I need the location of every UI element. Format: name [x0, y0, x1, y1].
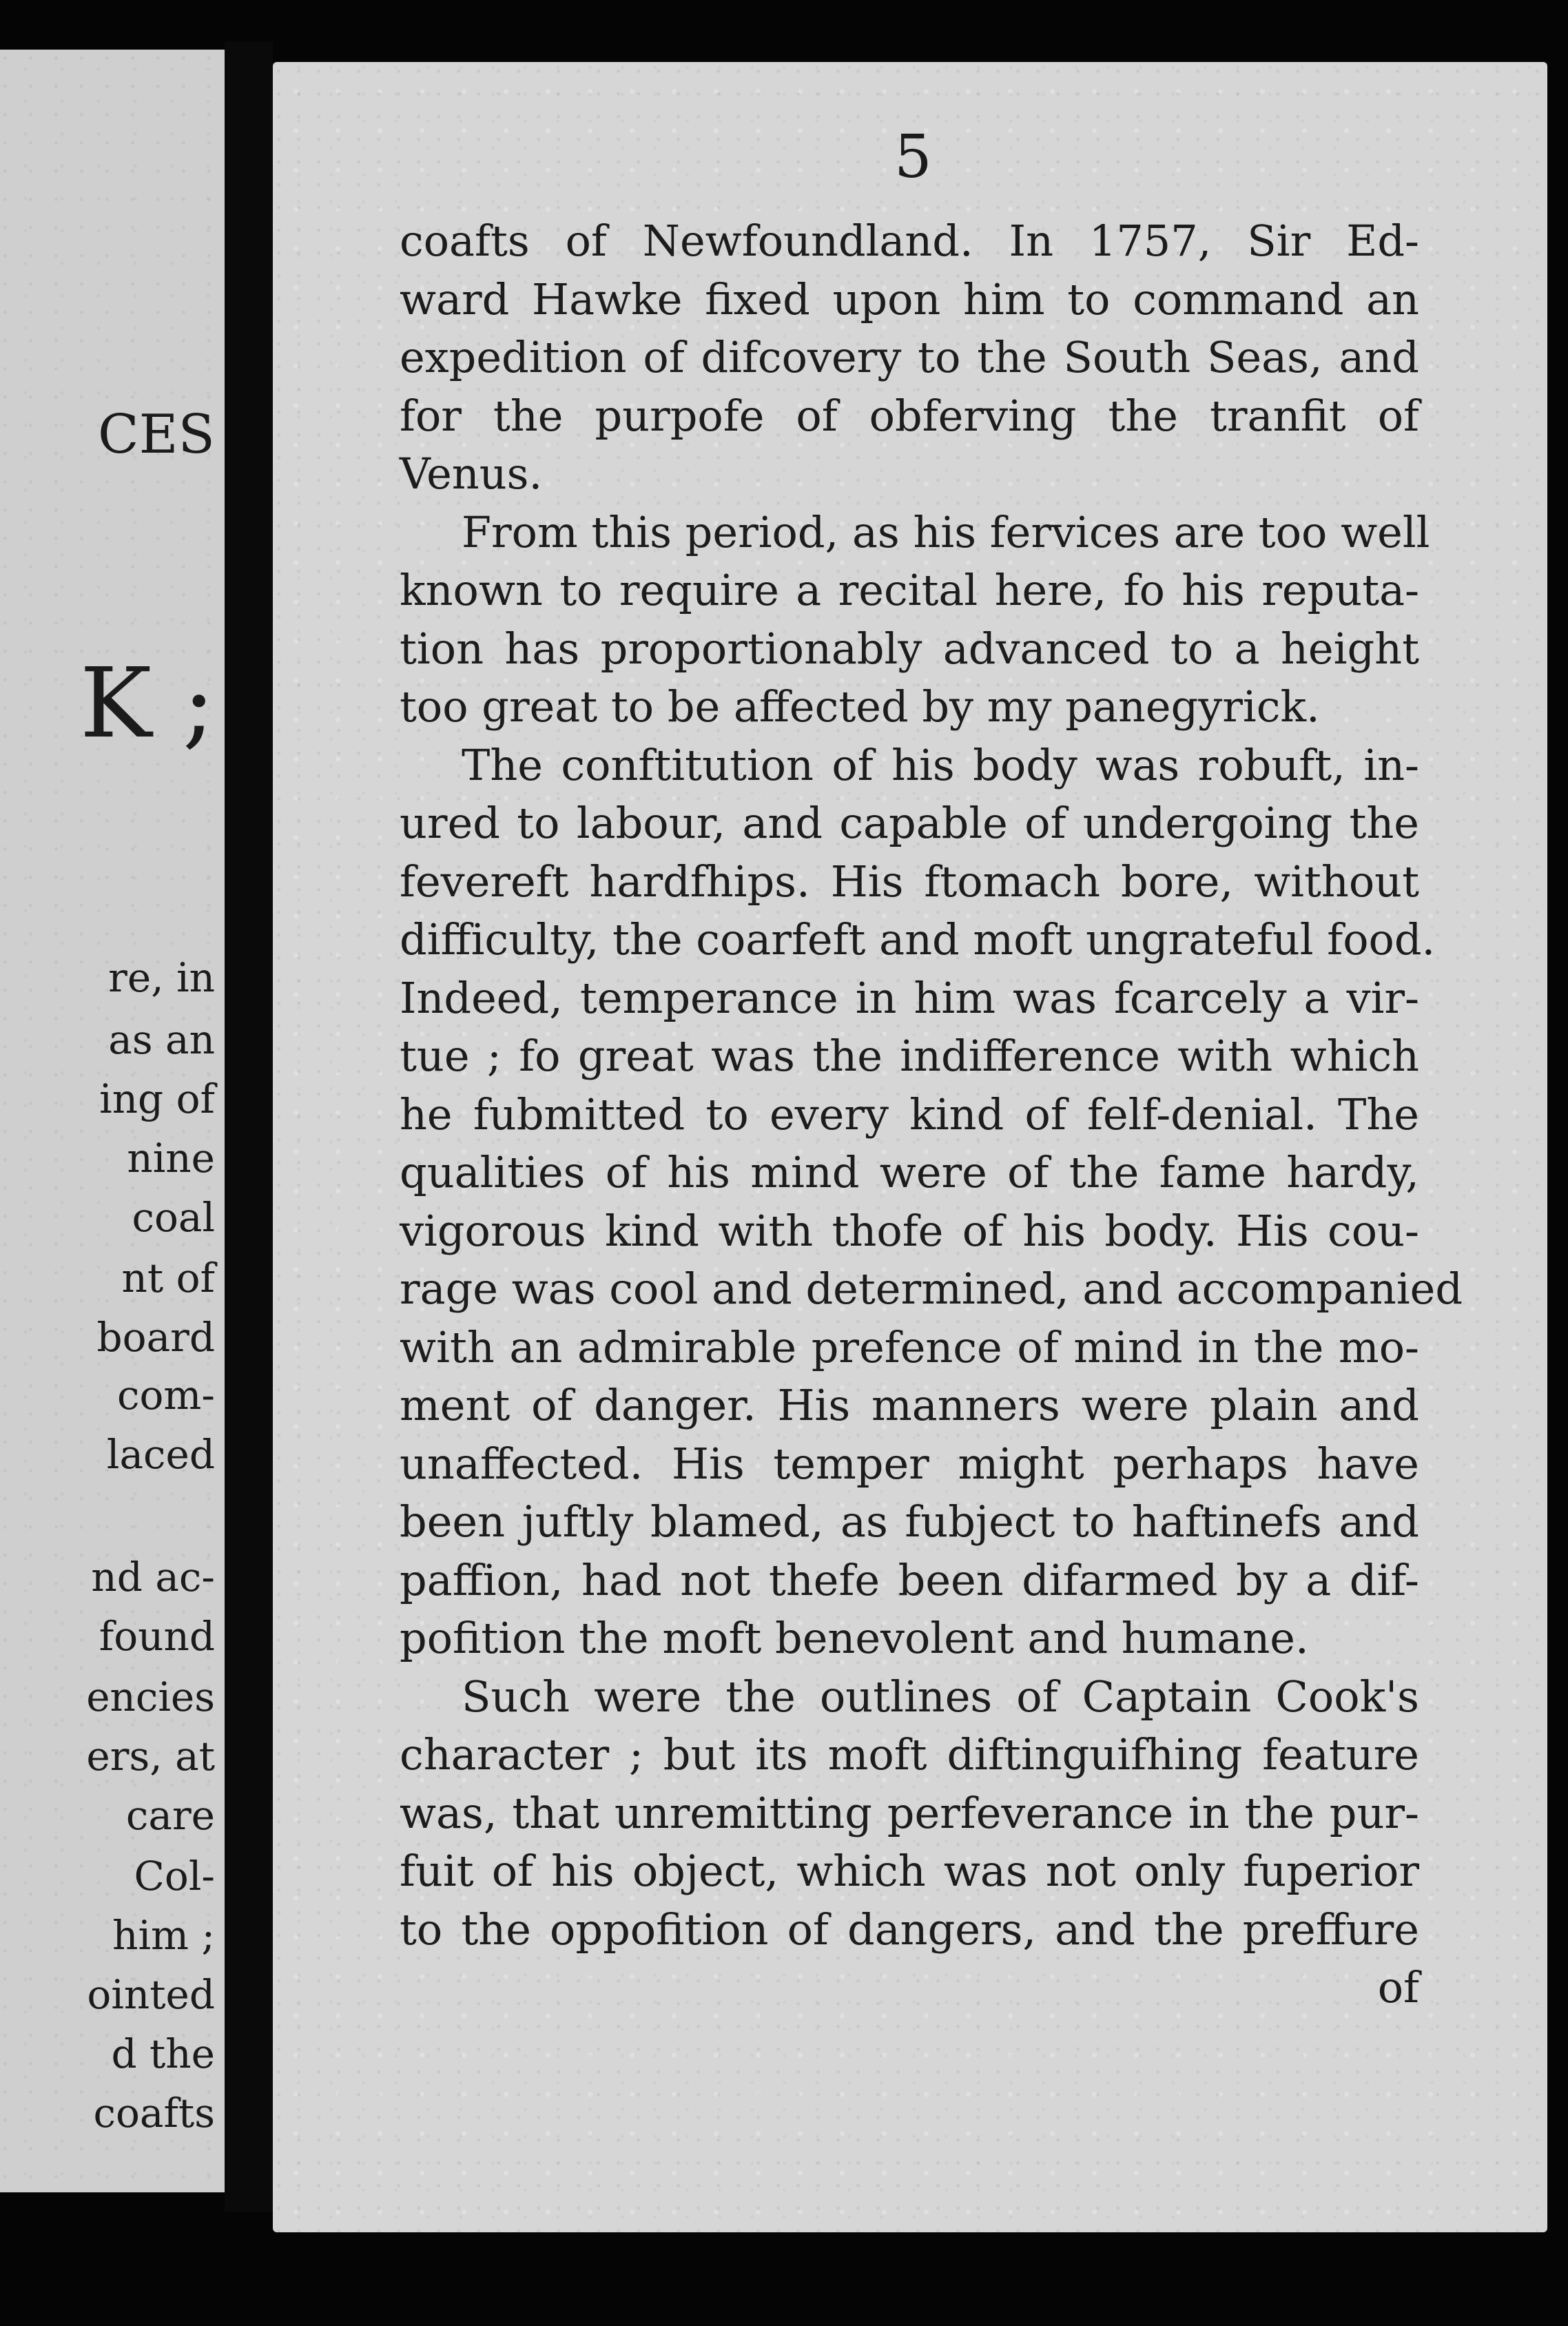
text-line: fuit of his object, which was not only fuperior [400, 1846, 1419, 1896]
left-fragment: re, in [108, 954, 215, 1001]
left-fragment: laced [106, 1431, 215, 1478]
text-line: for the purpofe of obferving the tranfit of [400, 390, 1419, 441]
left-fragment: coafts [93, 2090, 215, 2137]
text-line: ured to labour, and capable of undergoing the [400, 798, 1419, 848]
text-line: qualities of his mind were of the fame hardy, [400, 1147, 1419, 1197]
left-fragment: him ; [112, 1912, 215, 1959]
left-fragment: board [96, 1314, 215, 1361]
text-line: known to require a recital here, fo his reputa- [400, 565, 1419, 615]
left-fragment: nd ac- [91, 1554, 215, 1601]
left-fragment: nt of [121, 1255, 215, 1301]
book-gutter [225, 41, 273, 2212]
text-line: unaffected. His temper might perhaps have [400, 1438, 1419, 1489]
text-line: tion has proportionably advanced to a height [400, 623, 1419, 674]
catchword: of [1377, 1962, 1419, 2013]
left-fragment: ers, at [86, 1733, 215, 1780]
text-line: character ; but its moft diftinguifhing feature [400, 1729, 1419, 1780]
text-line: paffion, had not thefe been difarmed by a dif- [400, 1554, 1419, 1605]
text-line: difficulty, the coarfeft and moft ungrateful food. [400, 914, 1436, 965]
left-fragment: K ; [79, 648, 215, 760]
text-line: fevereft hardfhips. His ftomach bore, without [400, 856, 1419, 907]
text-line: pofition the moft benevolent and humane. [400, 1613, 1309, 1663]
left-fragment: ing of [99, 1075, 215, 1122]
text-line: too great to be affected by my panegyrick. [400, 681, 1320, 732]
left-fragment: as an [108, 1016, 215, 1063]
left-fragment: coal [132, 1194, 215, 1241]
left-page [0, 50, 225, 2192]
body-text [400, 212, 1463, 2017]
text-line: coafts of Newfoundland. In 1757, Sir Ed- [400, 216, 1419, 266]
left-fragment: CES [97, 404, 215, 466]
text-line: with an admirable prefence of mind in the mo- [400, 1321, 1419, 1372]
text-line: he fubmitted to every kind of felf-denial. The [400, 1089, 1419, 1140]
left-fragment: com- [117, 1372, 215, 1419]
left-fragment: care [125, 1792, 215, 1839]
page-number: 5 [894, 123, 932, 192]
text-line: been juftly blamed, as fubject to haftinefs and [400, 1496, 1419, 1547]
text-line: vigorous kind with thofe of his body. His cou- [400, 1205, 1419, 1256]
left-fragment: Col- [134, 1853, 215, 1900]
text-line: expedition of difcovery to the South Seas, and [400, 332, 1419, 382]
text-line: ward Hawke fixed upon him to command an [400, 274, 1419, 325]
text-line: was, that unremitting perfeverance in the pur- [400, 1787, 1419, 1838]
left-fragment: nine [127, 1135, 215, 1182]
text-line: ment of danger. His manners were plain and [400, 1380, 1419, 1430]
paragraph-first-line: Such were the outlines of Captain Cook's [462, 1671, 1419, 1722]
text-line: to the oppofition of dangers, and the preffure [400, 1904, 1419, 1955]
left-fragment: ointed [87, 1971, 215, 2018]
text-line: tue ; fo great was the indifference with which [400, 1031, 1419, 1081]
text-line: rage was cool and determined, and accompanied [400, 1264, 1463, 1314]
text-line: Indeed, temperance in him was fcarcely a vir- [400, 972, 1419, 1023]
left-fragment: found [99, 1613, 215, 1660]
paragraph-first-line: The conftitution of his body was robuft, in- [462, 739, 1419, 790]
text-line: Venus. [400, 449, 543, 499]
left-fragment: d the [111, 2030, 215, 2077]
left-fragment: encies [86, 1674, 215, 1720]
paragraph-first-line: From this period, as his fervices are too well [462, 506, 1430, 557]
